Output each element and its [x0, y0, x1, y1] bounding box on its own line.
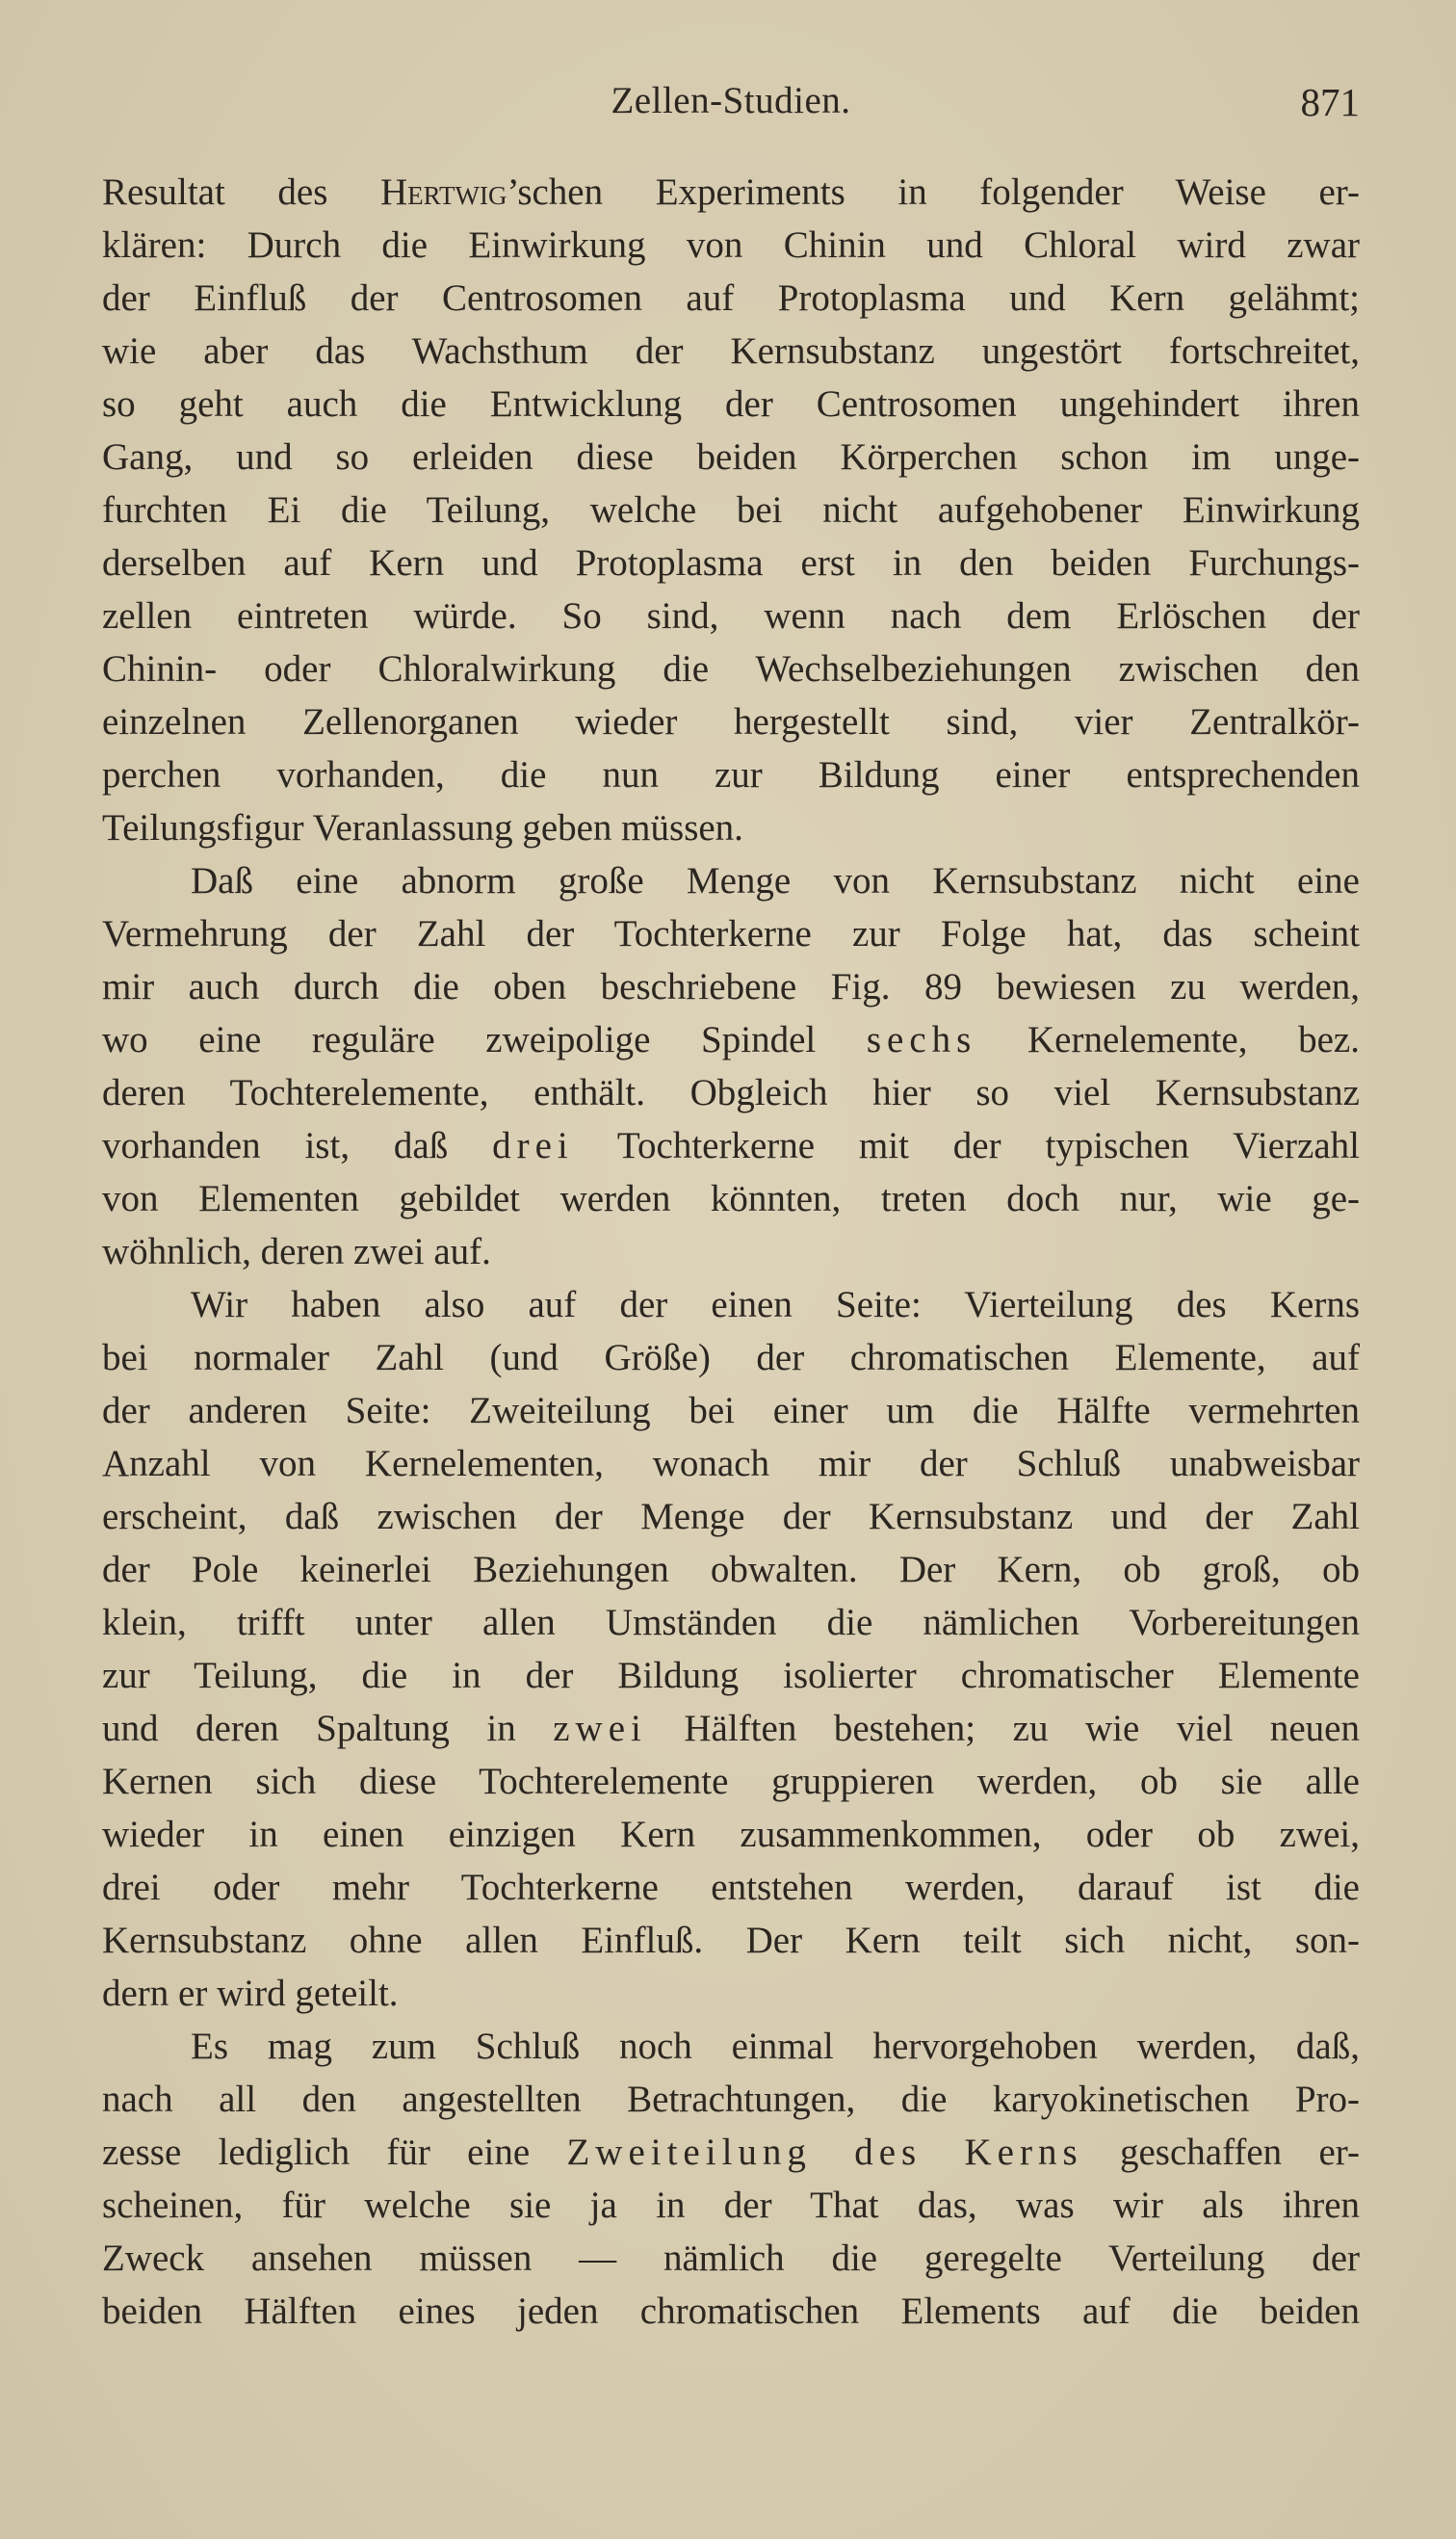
text-line: von Elementen gebildet werden könnten, treten doch nur, wie ge- [102, 1178, 1360, 1219]
text-line: erscheint, daß zwischen der Menge der Kernsubstanz und der Zahl [102, 1496, 1360, 1537]
text-line: Gang, und so erleiden diese beiden Körperchen schon im unge- [102, 436, 1360, 478]
text-line: bei normaler Zahl (und Größe) der chromatischen Elemente, auf [102, 1337, 1360, 1378]
text-line: deren Tochterelemente, enthält. Obgleich hier so viel Kernsubstanz [102, 1072, 1360, 1113]
text-line: mir auch durch die oben beschriebene Fig. 89 bewiesen zu werden, [102, 966, 1360, 1008]
text-line: klein, trifft unter allen Umständen die nämlichen Vorbereitungen [102, 1602, 1360, 1643]
text-line: und deren Spaltung in zwei Hälften bestehen; zu wie viel neuen [102, 1708, 1360, 1749]
text-line: drei oder mehr Tochterkerne entstehen werden, darauf ist die [102, 1867, 1360, 1908]
text-line: zellen eintreten würde. So sind, wenn nach dem Erlöschen der [102, 595, 1360, 637]
text-line: perchen vorhanden, die nun zur Bildung einer entsprechenden [102, 754, 1360, 796]
text-line: dern er wird geteilt. [102, 1973, 399, 2014]
text-line: wieder in einen einzigen Kern zusammenkommen, oder ob zwei, [102, 1814, 1360, 1855]
page-number: 871 [1300, 80, 1360, 124]
text-line: Teilungsfigur Veranlassung geben müssen. [102, 807, 743, 849]
text-line: Kernsubstanz ohne allen Einfluß. Der Kern teilt sich nicht, son- [102, 1920, 1360, 1961]
text-line: klären: Durch die Einwirkung von Chinin und Chloral wird zwar [102, 224, 1360, 266]
body-text [102, 166, 1360, 2338]
text-line: so geht auch die Entwicklung der Centrosomen ungehindert ihren [102, 383, 1360, 425]
text-line: wöhnlich, deren zwei auf. [102, 1231, 491, 1272]
text-line: beiden Hälften eines jeden chromatischen Elements auf die beiden [102, 2290, 1360, 2332]
paragraph-first-line: Wir haben also auf der einen Seite: Vierteilung des Kerns [191, 1284, 1360, 1325]
text-line: wo eine reguläre zweipolige Spindel sechs Kernelemente, bez. [102, 1019, 1360, 1060]
text-line: der Pole keinerlei Beziehungen obwalten. Der Kern, ob groß, ob [102, 1549, 1360, 1590]
text-line: derselben auf Kern und Protoplasma erst in den beiden Furchungs- [102, 542, 1360, 584]
text-line: zur Teilung, die in der Bildung isolierter chromatischer Elemente [102, 1655, 1360, 1696]
text-line: der anderen Seite: Zweiteilung bei einer um die Hälfte vermehrten [102, 1390, 1360, 1431]
text-line: einzelnen Zellenorganen wieder hergestellt sind, vier Zentralkör- [102, 701, 1360, 743]
page-header [102, 79, 1360, 137]
text-line: Anzahl von Kernelementen, wonach mir der Schluß unabweisbar [102, 1443, 1360, 1484]
text-line: Resultat des Hertwig’schen Experiments in folgender Weise er- [102, 171, 1360, 213]
text-line: der Einfluß der Centrosomen auf Protoplasma und Kern gelähmt; [102, 277, 1360, 319]
text-line: Chinin- oder Chloralwirkung die Wechselbeziehungen zwischen den [102, 648, 1360, 690]
running-head: Zellen-Studien. [611, 80, 851, 121]
paragraph-first-line: Daß eine abnorm große Menge von Kernsubstanz nicht eine [191, 860, 1360, 902]
text-line: Zweck ansehen müssen — nämlich die geregelte Verteilung der [102, 2238, 1360, 2279]
text-line: wie aber das Wachsthum der Kernsubstanz ungestört fortschreitet, [102, 330, 1360, 372]
text-line: furchten Ei die Teilung, welche bei nicht aufgehobener Einwirkung [102, 489, 1360, 531]
text-line: Kernen sich diese Tochterelemente gruppieren werden, ob sie alle [102, 1761, 1360, 1802]
text-line: nach all den angestellten Betrachtungen, die karyokinetischen Pro- [102, 2079, 1360, 2120]
paragraph-first-line: Es mag zum Schluß noch einmal hervorgehoben werden, daß, [191, 2026, 1360, 2067]
text-line: zesse lediglich für eine Zweiteilung des Kerns geschaffen er- [102, 2132, 1360, 2173]
text-line: Vermehrung der Zahl der Tochterkerne zur Folge hat, das scheint [102, 913, 1360, 955]
text-line: vorhanden ist, daß drei Tochterkerne mit der typischen Vierzahl [102, 1125, 1360, 1166]
text-line: scheinen, für welche sie ja in der That das, was wir als ihren [102, 2185, 1360, 2226]
